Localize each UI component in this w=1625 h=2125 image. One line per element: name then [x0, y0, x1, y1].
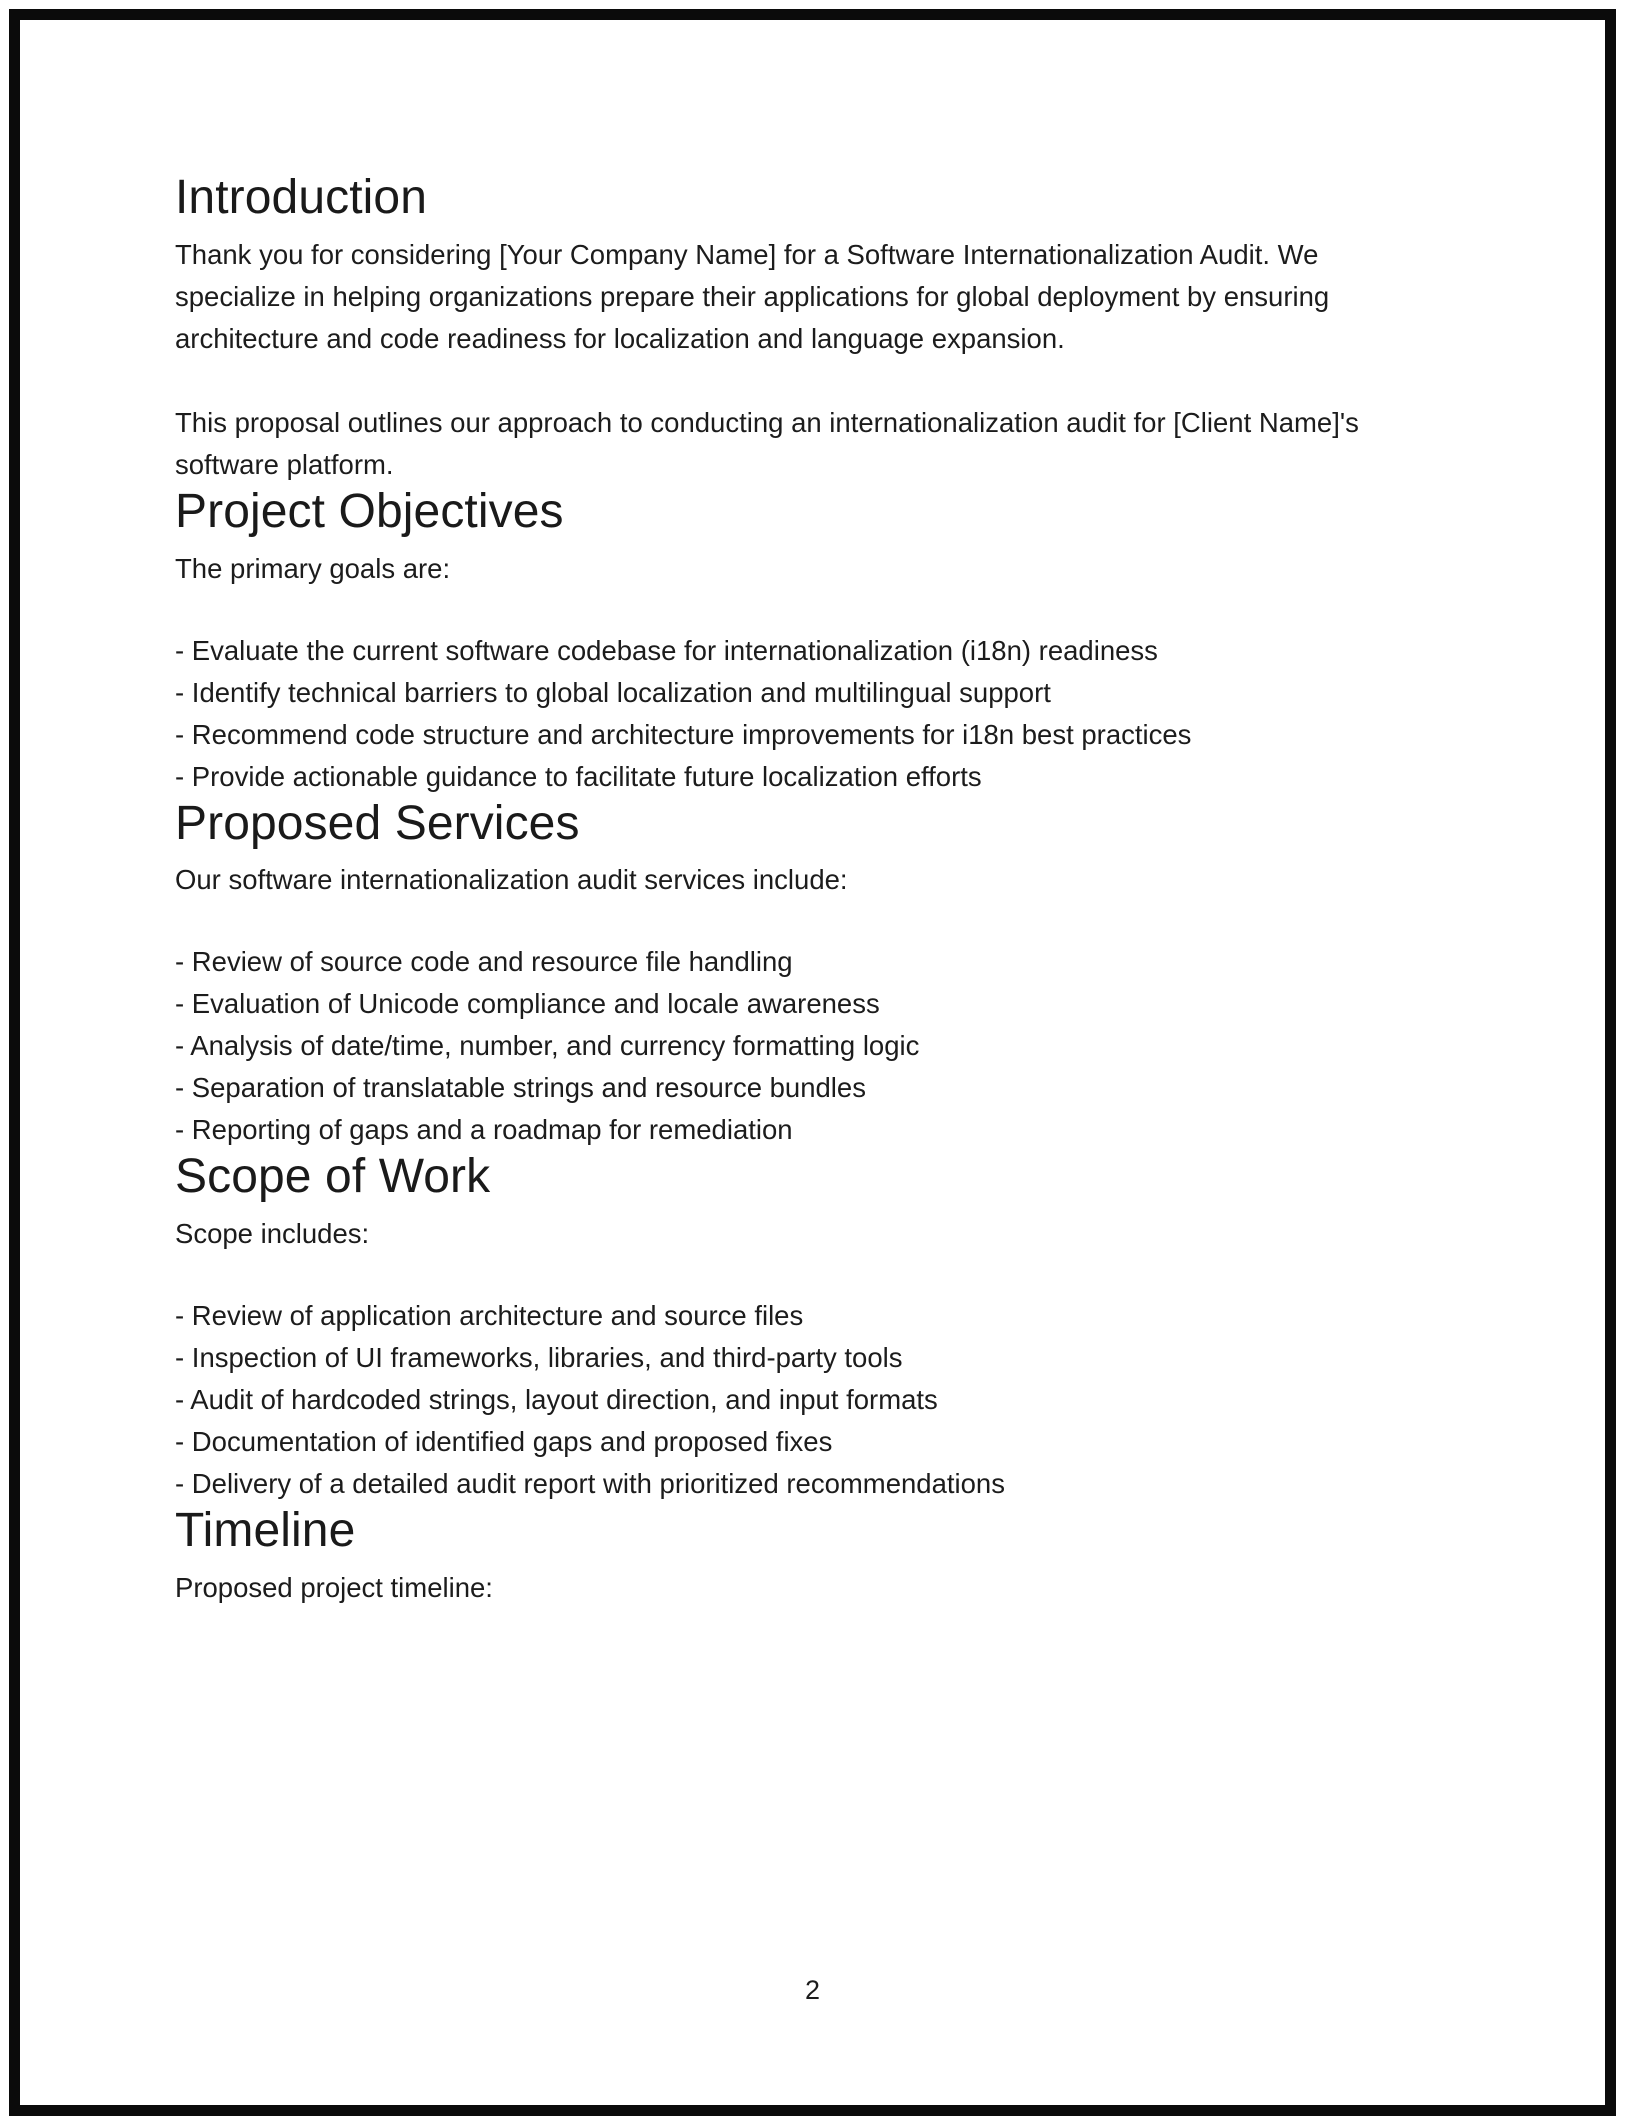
page-canvas [20, 20, 1605, 2105]
list-project-objectives [175, 630, 1475, 798]
paragraph-proposed-services-lead: Our software internationalization audit services include: [175, 864, 848, 896]
section-scope-of-work [175, 1151, 1475, 1505]
list-item: - Review of application architecture and source files [175, 1300, 804, 1332]
page-number: 2 [804, 1975, 821, 2005]
list-item: - Audit of hardcoded strings, layout direction, and input formats [175, 1384, 938, 1416]
list-scope-of-work [175, 1295, 1475, 1505]
section-heading-scope-of-work: Scope of Work [175, 1150, 491, 1204]
section-proposed-services [175, 798, 1475, 1152]
section-heading-introduction: Introduction [175, 171, 428, 224]
list-item: - Inspection of UI frameworks, libraries, and third-party tools [175, 1342, 903, 1374]
document-body [175, 172, 1475, 1609]
list-item: - Delivery of a detailed audit report with prioritized recommendations [175, 1468, 1005, 1500]
section-timeline [175, 1505, 1475, 1609]
page-frame [9, 9, 1616, 2116]
paragraph-introduction-2: This proposal outlines our approach to conducting an internationalization audit for [Client Name]'s software platform. [175, 406, 1359, 480]
list-item: - Recommend code structure and architecture improvements for i18n best practices [175, 718, 1192, 750]
list-item: - Provide actionable guidance to facilitate future localization efforts [175, 760, 982, 792]
list-item: - Review of source code and resource file handling [175, 946, 793, 978]
list-proposed-services [175, 941, 1475, 1151]
list-item: - Separation of translatable strings and resource bundles [175, 1072, 866, 1104]
section-heading-proposed-services: Proposed Services [175, 796, 580, 850]
paragraph-project-objectives-lead: The primary goals are: [175, 552, 451, 584]
list-item: - Documentation of identified gaps and proposed fixes [175, 1426, 833, 1458]
list-item: - Reporting of gaps and a roadmap for remediation [175, 1114, 793, 1146]
section-project-objectives [175, 486, 1475, 798]
list-item: - Analysis of date/time, number, and currency formatting logic [175, 1030, 920, 1062]
list-item: - Evaluate the current software codebase for internationalization (i18n) readiness [175, 634, 1158, 666]
paragraph-timeline-lead: Proposed project timeline: [175, 1572, 493, 1604]
paragraph-introduction-1: Thank you for considering [Your Company Name] for a Software Internationalization Audit. We specialize in helping organizations prepare their applications for global deployment by ensuring architecture and code readiness for localization and language expansion. [175, 238, 1330, 354]
section-introduction [175, 172, 1475, 486]
list-item: - Evaluation of Unicode compliance and locale awareness [175, 988, 880, 1020]
section-heading-timeline: Timeline [175, 1504, 356, 1558]
section-heading-project-objectives: Project Objectives [175, 484, 564, 538]
paragraph-scope-of-work-lead: Scope includes: [175, 1218, 370, 1250]
list-item: - Identify technical barriers to global localization and multilingual support [175, 676, 1051, 708]
